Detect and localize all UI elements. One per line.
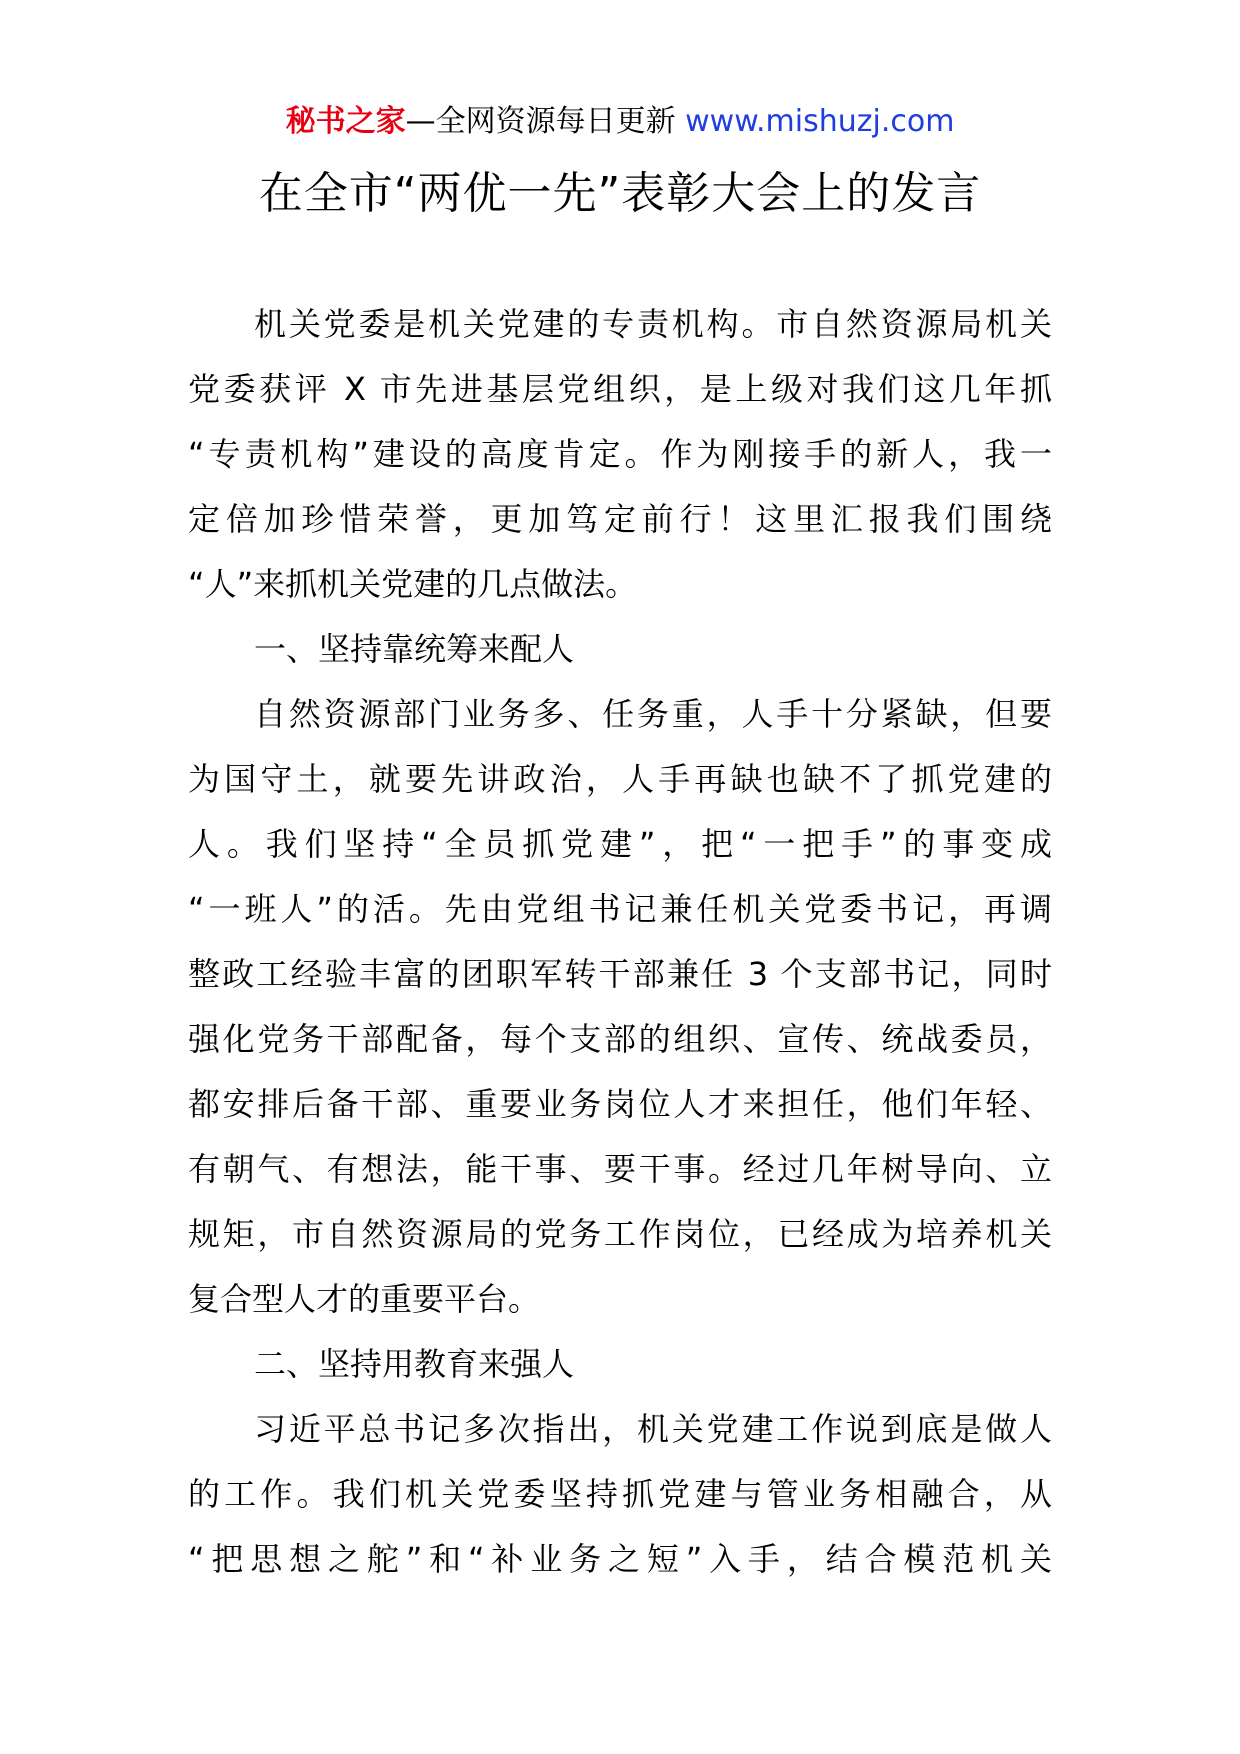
- document-title: 在全市“两优一先”表彰大会上的发言: [258, 168, 982, 219]
- text-line: 习近平总书记多次指出，机关党建工作说到底是做人: [254, 1410, 1052, 1448]
- text-line: 整政工经验丰富的团职军转干部兼任 3 个支部书记，同时: [188, 955, 1052, 993]
- header-tagline: —全网资源每日更新: [405, 104, 686, 139]
- text-line: “专责机构”建设的高度肯定。作为刚接手的新人，我一: [188, 435, 1052, 473]
- text-line: 为国守土，就要先讲政治，人手再缺也缺不了抓党建的: [188, 760, 1052, 798]
- text-line: 强化党务干部配备，每个支部的组织、宣传、统战委员，: [188, 1020, 1052, 1058]
- text-line: “一班人”的活。先由党组书记兼任机关党委书记，再调: [188, 890, 1052, 928]
- brand-name: 秘书之家: [285, 104, 406, 139]
- text-line: 有朝气、有想法，能干事、要干事。经过几年树导向、立: [188, 1150, 1052, 1188]
- text-line: 党委获评 X 市先进基层党组织，是上级对我们这几年抓: [188, 370, 1052, 408]
- text-line: 二、坚持用教育来强人: [254, 1345, 575, 1383]
- text-line: “人”来抓机关党建的几点做法。: [188, 565, 638, 603]
- text-line: 都安排后备干部、重要业务岗位人才来担任，他们年轻、: [188, 1085, 1052, 1123]
- text-line: 机关党委是机关党建的专责机构。市自然资源局机关: [254, 305, 1052, 343]
- site-url-link[interactable]: www.mishuzj.com: [685, 104, 955, 139]
- text-line: 自然资源部门业务多、任务重，人手十分紧缺，但要: [254, 695, 1052, 733]
- text-line: 规矩，市自然资源局的党务工作岗位，已经成为培养机关: [188, 1215, 1052, 1253]
- site-header: [0, 100, 1240, 144]
- document-body: [188, 292, 1052, 1592]
- text-line: 定倍加珍惜荣誉，更加笃定前行！这里汇报我们围绕: [188, 500, 1052, 538]
- text-line: 人。我们坚持“全员抓党建”，把“一把手”的事变成: [188, 825, 1052, 863]
- text-line: 的工作。我们机关党委坚持抓党建与管业务相融合，从: [188, 1475, 1052, 1513]
- text-line: 复合型人才的重要平台。: [188, 1280, 541, 1318]
- text-line: 一、坚持靠统筹来配人: [254, 630, 575, 668]
- text-line: “把思想之舵”和“补业务之短”入手，结合模范机关: [188, 1540, 1052, 1578]
